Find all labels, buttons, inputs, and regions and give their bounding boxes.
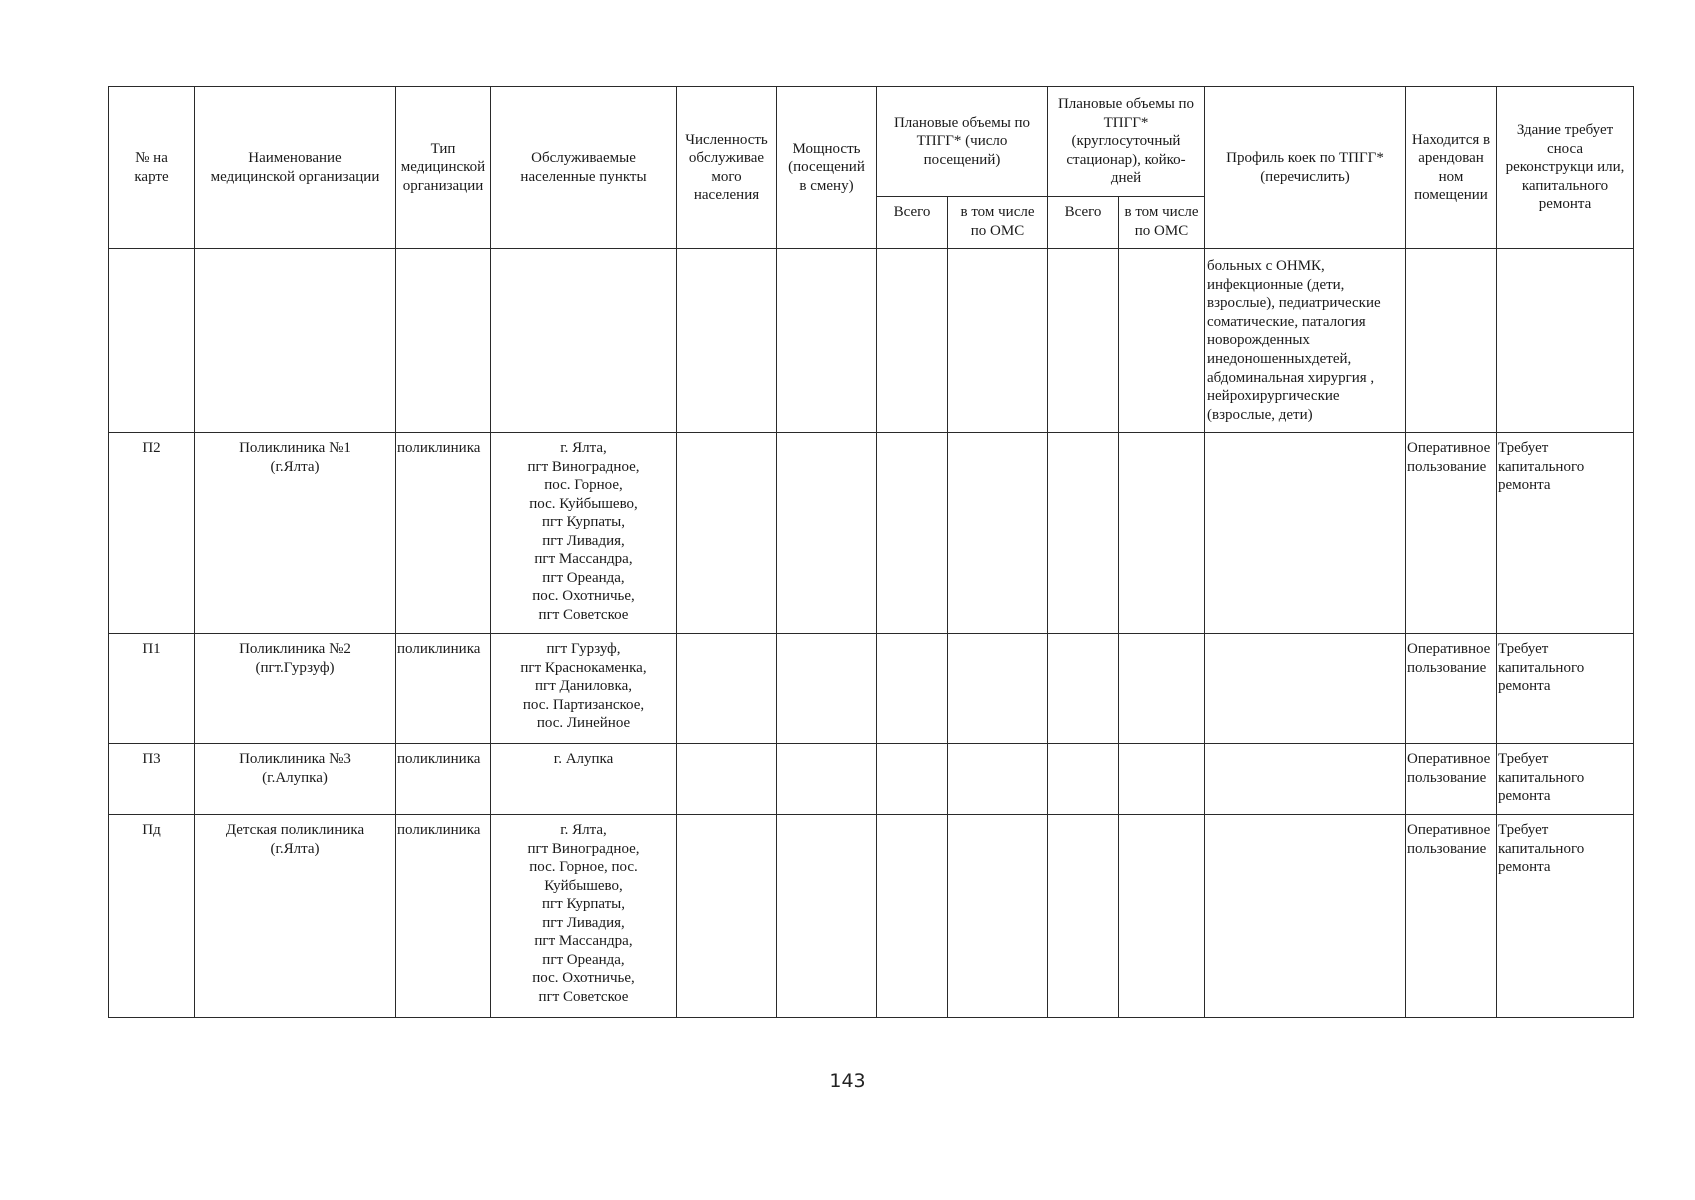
cell-building: Требует капитального ремонта [1497,744,1634,815]
cell-visits-oms [948,815,1048,1018]
cell-bed-profile: больных с ОНМК, инфекционные (дети, взрослые), педиатрические соматические, паталогия новорожденных инедоношенныхдетей, абдоминальная хирургия , нейрохирургические (взрослые, дети) [1205,249,1406,433]
table-header-row [109,87,1634,197]
header-org-name: Наименование медицинской организации [195,87,396,249]
cell-rented: Оперативное пользование [1406,744,1497,815]
cell-beds-total [1048,815,1119,1018]
cell-capacity [777,634,877,744]
cell-org-name [195,249,396,433]
header-building: Здание требует сноса реконструкци или, капитального ремонта [1497,87,1634,249]
table-row [109,744,1634,815]
cell-org-type [396,249,491,433]
cell-capacity [777,433,877,634]
cell-beds-total [1048,634,1119,744]
cell-rented: Оперативное пользование [1406,433,1497,634]
cell-beds-oms [1119,744,1205,815]
cell-visits-oms [948,433,1048,634]
cell-org-name: Поликлиника №3 (г.Алупка) [195,744,396,815]
cell-org-type: поликлиника [396,634,491,744]
header-settlements: Обслуживаемые населенные пункты [491,87,677,249]
cell-visits-total [877,744,948,815]
cell-rented: Оперативное пользование [1406,815,1497,1018]
cell-rented: Оперативное пользование [1406,634,1497,744]
table-row [109,433,1634,634]
cell-visits-oms [948,744,1048,815]
cell-building: Требует капитального ремонта [1497,634,1634,744]
table-row [109,815,1634,1018]
cell-capacity [777,249,877,433]
cell-bed-profile [1205,815,1406,1018]
cell-org-type: поликлиника [396,815,491,1018]
cell-visits-oms [948,634,1048,744]
cell-visits-total [877,249,948,433]
cell-org-name: Поликлиника №1 (г.Ялта) [195,433,396,634]
cell-settlements: г. Алупка [491,744,677,815]
cell-beds-oms [1119,815,1205,1018]
cell-visits-oms [948,249,1048,433]
cell-building: Требует капитального ремонта [1497,815,1634,1018]
cell-visits-total [877,815,948,1018]
cell-beds-oms [1119,634,1205,744]
table-row [109,249,1634,433]
header-beds-oms: в том числе по ОМС [1119,197,1205,249]
cell-settlements: пгт Гурзуф, пгт Краснокаменка, пгт Даниловка, пос. Партизанское, пос. Линейное [491,634,677,744]
cell-capacity [777,744,877,815]
cell-org-name: Детская поликлиника (г.Ялта) [195,815,396,1018]
header-visits-oms: в том числе по ОМС [948,197,1048,249]
cell-population [677,634,777,744]
cell-settlements: г. Ялта, пгт Виноградное, пос. Горное, пос. Куйбышево, пгт Курпаты, пгт Ливадия, пгт Массандра, пгт Ореанда, пос. Охотничье, пгт Советское [491,815,677,1018]
cell-rented [1406,249,1497,433]
medical-organizations-table [108,86,1634,1018]
cell-org-name: Поликлиника №2 (пгт.Гурзуф) [195,634,396,744]
header-map-no: № на карте [109,87,195,249]
header-beds-group: Плановые объемы по ТПГГ* (круглосуточный стационар), койко- дней [1048,87,1205,197]
header-visits-group: Плановые объемы по ТПГГ* (число посещений) [877,87,1048,197]
cell-population [677,433,777,634]
cell-bed-profile [1205,744,1406,815]
table-row [109,634,1634,744]
cell-population [677,815,777,1018]
header-rented: Находится в арендован ном помещении [1406,87,1497,249]
header-bed-profile: Профиль коек по ТПГГ* (перечислить) [1205,87,1406,249]
cell-beds-total [1048,433,1119,634]
header-beds-total: Всего [1048,197,1119,249]
cell-population [677,744,777,815]
cell-bed-profile [1205,433,1406,634]
cell-map-no: Пд [109,815,195,1018]
header-visits-total: Всего [877,197,948,249]
cell-visits-total [877,433,948,634]
cell-map-no: П3 [109,744,195,815]
cell-capacity [777,815,877,1018]
cell-beds-oms [1119,249,1205,433]
header-capacity: Мощность (посещений в смену) [777,87,877,249]
cell-beds-total [1048,744,1119,815]
cell-population [677,249,777,433]
cell-org-type: поликлиника [396,433,491,634]
cell-settlements [491,249,677,433]
cell-beds-total [1048,249,1119,433]
page-number: 143 [829,1070,866,1092]
cell-building: Требует капитального ремонта [1497,433,1634,634]
header-population: Численность обслуживае мого населения [677,87,777,249]
cell-building [1497,249,1634,433]
cell-visits-total [877,634,948,744]
cell-map-no: П1 [109,634,195,744]
cell-beds-oms [1119,433,1205,634]
cell-settlements: г. Ялта, пгт Виноградное, пос. Горное, пос. Куйбышево, пгт Курпаты, пгт Ливадия, пгт Массандра, пгт Ореанда, пос. Охотничье, пгт Советское [491,433,677,634]
header-org-type: Тип медицинской организации [396,87,491,249]
cell-org-type: поликлиника [396,744,491,815]
cell-bed-profile [1205,634,1406,744]
cell-map-no: П2 [109,433,195,634]
cell-map-no [109,249,195,433]
